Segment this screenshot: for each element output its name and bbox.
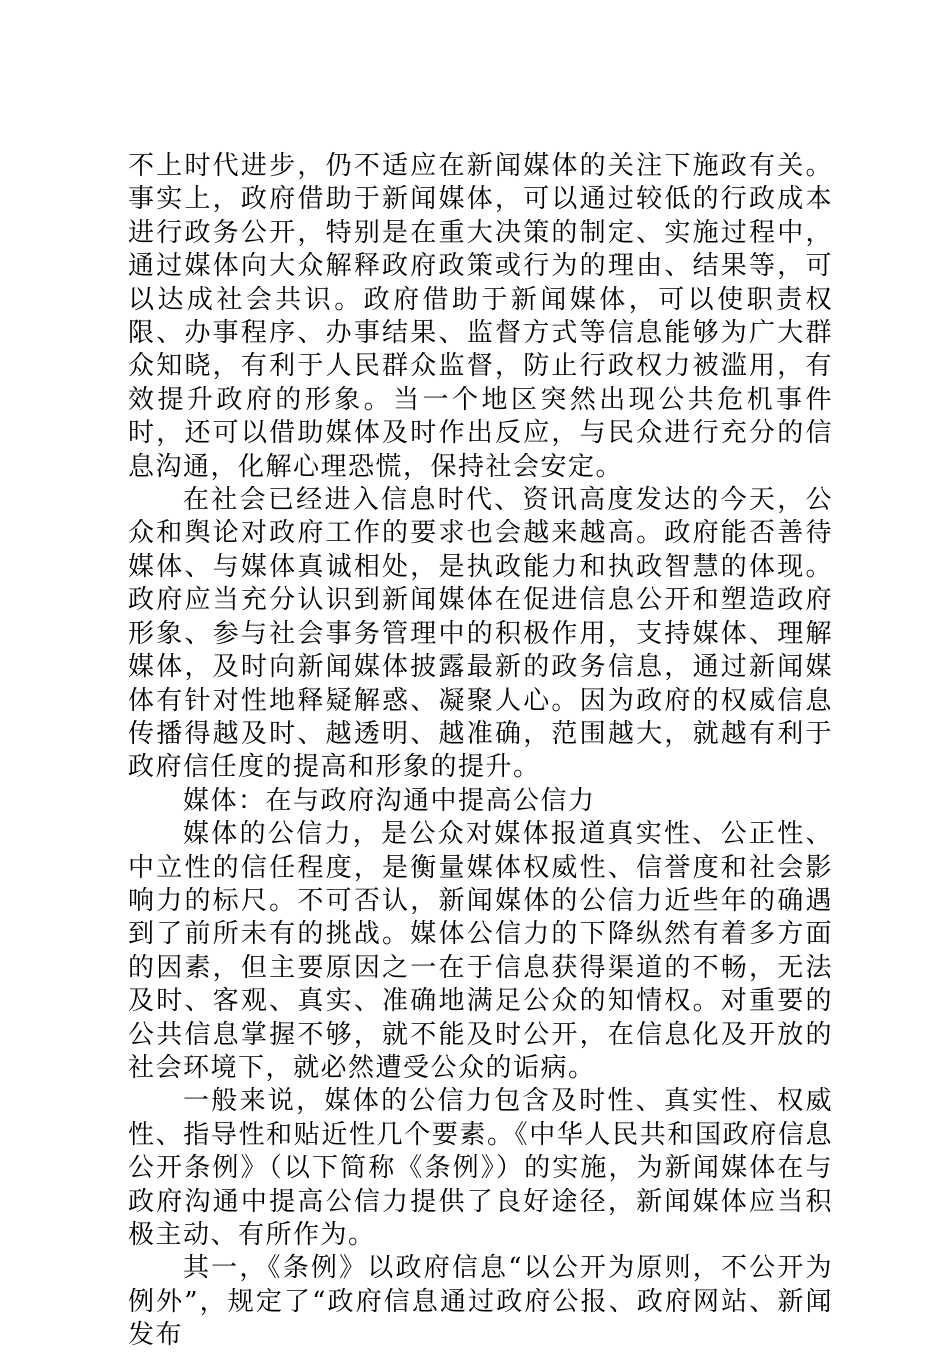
paragraph-3: 媒体的公信力，是公众对媒体报道真实性、公正性、中立性的信任程度，是衡量媒体权威性、信誉度和社会影响力的标尺。不可否认，新闻媒体的公信力近些年的确遇到了前所未有的挑战。媒体公信力的下降纵然有着多方面的因素，但主要原因之一在于信息获得渠道的不畅，无法及时、客观、真实、准确地满足公众的知情权。对重要的公共信息掌握不够，就不能及时公开，在信息化及开放的社会环境下，就必然遭受公众的诟病。 bbox=[128, 819, 833, 1083]
paragraph-5: 其一，《条例》以政府信息“以公开为原则，不公开为例外”，规定了“政府信息通过政府公报、政府网站、新闻发布 bbox=[128, 1253, 833, 1351]
paragraph-2: 在社会已经进入信息时代、资讯高度发达的今天，公众和舆论对政府工作的要求也会越来越高。政府能否善待媒体、与媒体真诚相处，是执政能力和执政智慧的体现。政府应当充分认识到新闻媒体在促进信息公开和塑造政府形象、参与社会事务管理中的积极作用，支持媒体、理解媒体，及时向新闻媒体披露最新的政务信息，通过新闻媒体有针对性地释疑解惑、凝聚人心。因为政府的权威信息传播得越及时、越透明、越准确，范围越大，就越有利于政府信任度的提高和形象的提升。 bbox=[128, 485, 833, 783]
paragraph-1: 不上时代进步，仍不适应在新闻媒体的关注下施政有关。事实上，政府借助于新闻媒体，可以通过较低的行政成本进行政务公开，特别是在重大决策的制定、实施过程中，通过媒体向大众解释政府政策或行为的理由、结果等，可以达成社会共识。政府借助于新闻媒体，可以使职责权限、办事程序、办事结果、监督方式等信息能够为广大群众知晓，有利于人民群众监督，防止行政权力被滥用，有效提升政府的形象。当一个地区突然出现公共危机事件时，还可以借助媒体及时作出反应，与民众进行充分的信息沟通，化解心理恐慌，保持社会安定。 bbox=[128, 151, 833, 482]
section-heading: 媒体：在与政府沟通中提高公信力 bbox=[183, 785, 596, 816]
document-body bbox=[128, 150, 833, 1353]
paragraph-4: 一般来说，媒体的公信力包含及时性、真实性、权威性、指导性和贴近性几个要素。《中华人民共和国政府信息公开条例》（以下简称《条例》）的实施，为新闻媒体在与政府沟通中提高公信力提供了良好途径，新闻媒体应当积极主动、有所作为。 bbox=[128, 1086, 833, 1250]
